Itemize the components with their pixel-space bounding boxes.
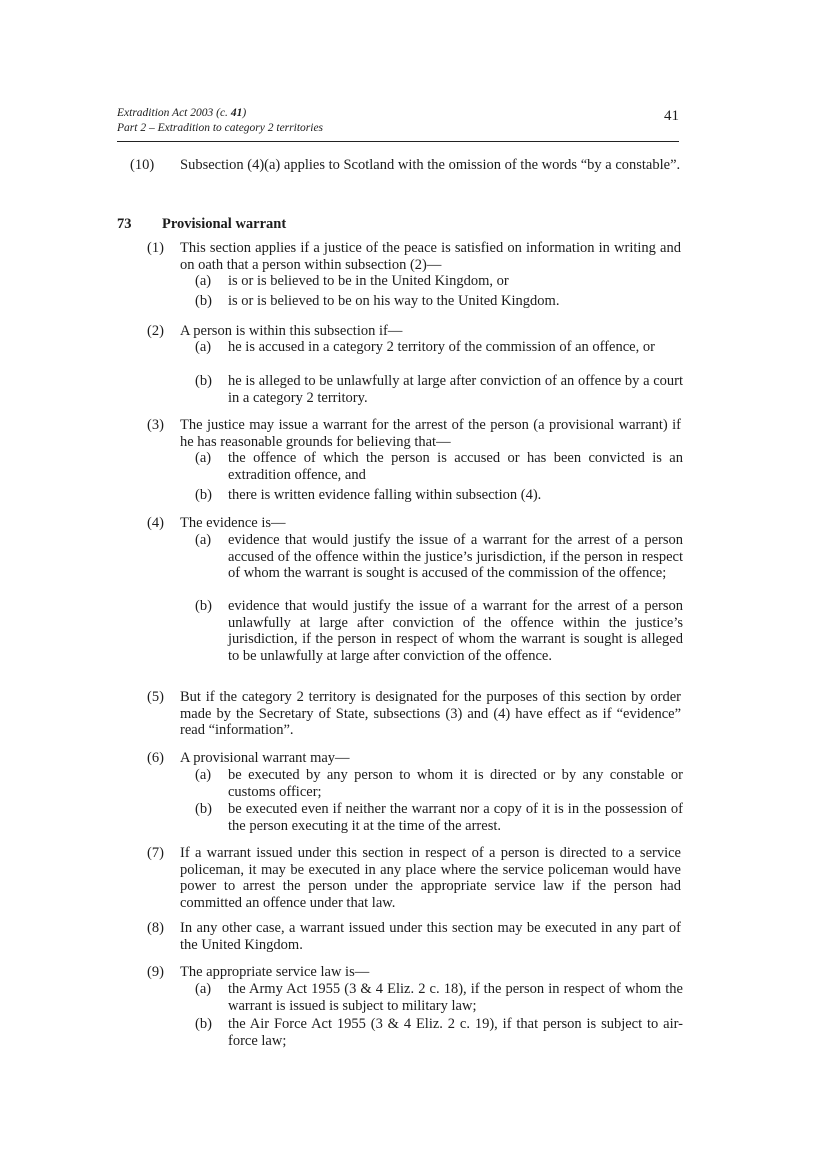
page-number: 41 — [664, 108, 679, 124]
paragraph-text: evidence that would justify the issue of a warrant for the arrest of a person accused of the offence within the justice’s jurisdiction, if the person in respect of whom the warrant is sought is accused of the commission of the offence; — [228, 532, 683, 581]
paragraph-text: the offence of which the person is accused or has been convicted is an extradition offence, and — [228, 450, 683, 483]
paragraph-number: (b) — [195, 373, 212, 389]
subsection-text: The appropriate service law is— — [180, 964, 370, 980]
paragraph-number: (a) — [195, 767, 212, 783]
subsection-text: Subsection (4)(a) applies to Scotland with the omission of the words “by a constable”. — [180, 157, 681, 173]
subsection-text: But if the category 2 territory is designated for the purposes of this section by order made by the Secretary of State, subsections (3) and (4) have effect as if “evidence” read “information”. — [180, 689, 681, 738]
paragraph-text: he is alleged to be unlawfully at large after conviction of an offence by a court in a category 2 territory. — [228, 373, 683, 406]
paragraph-number: (b) — [195, 1016, 212, 1032]
paragraph-number: (a) — [195, 532, 212, 548]
subsection-text: A provisional warrant may— — [180, 750, 350, 766]
paragraph-text: the Army Act 1955 (3 & 4 Eliz. 2 c. 18), if the person in respect of whom the warrant is issued is subject to military law; — [228, 981, 683, 1014]
subsection-text: The evidence is— — [180, 515, 286, 531]
paragraph-number: (a) — [195, 273, 212, 289]
subsection-number: (1) — [147, 240, 164, 256]
paragraph-number: (b) — [195, 293, 212, 309]
paragraph-text: be executed even if neither the warrant nor a copy of it is in the possession of the person executing it at the time of the arrest. — [228, 801, 683, 834]
paragraph-text: there is written evidence falling within subsection (4). — [228, 487, 542, 503]
act-title: Extradition Act 2003 (c. 41) — [117, 107, 247, 119]
paragraph-text: evidence that would justify the issue of a warrant for the arrest of a person unlawfully at large after conviction of the offence within the justice’s jurisdiction, if the person in respect of whom the warrant is sought is alleged to be unlawfully at large after conviction of the offence. — [228, 598, 683, 664]
paragraph-number: (a) — [195, 339, 212, 355]
paragraph-text: be executed by any person to whom it is directed or by any constable or customs officer; — [228, 767, 683, 800]
section-heading — [117, 216, 677, 233]
paragraph-text: the Air Force Act 1955 (3 & 4 Eliz. 2 c. 19), if that person is subject to air-force law; — [228, 1016, 683, 1049]
section-title: Provisional warrant — [162, 216, 287, 232]
subsection-text: The justice may issue a warrant for the arrest of the person (a provisional warrant) if he has reasonable grounds for believing that— — [180, 417, 681, 450]
paragraph-text: is or is believed to be in the United Kingdom, or — [228, 273, 509, 289]
subsection-number: (5) — [147, 689, 164, 705]
subsection-number: (9) — [147, 964, 164, 980]
subsection-number: (6) — [147, 750, 164, 766]
subsection-number: (4) — [147, 515, 164, 531]
paragraph-number: (a) — [195, 981, 212, 997]
running-header — [117, 106, 679, 136]
subsection-number: (8) — [147, 920, 164, 936]
subsection-number: (2) — [147, 323, 164, 339]
subsection-text: A person is within this subsection if— — [180, 323, 403, 339]
paragraph-number: (b) — [195, 801, 212, 817]
paragraph-number: (a) — [195, 450, 212, 466]
subsection-text: In any other case, a warrant issued under this section may be executed in any part of the United Kingdom. — [180, 920, 681, 953]
paragraph-number: (b) — [195, 487, 212, 503]
paragraph-text: he is accused in a category 2 territory of the commission of an offence, or — [228, 339, 655, 355]
subsection-text: If a warrant issued under this section in respect of a person is directed to a service policeman, it may be executed in any place where the service policeman would have power to arrest the person under the appropriate service law if the person had committed an offence under that law. — [180, 845, 681, 911]
header-rule — [117, 141, 679, 142]
section-number: 73 — [117, 216, 132, 232]
part-title: Part 2 – Extradition to category 2 territories — [117, 122, 324, 134]
subsection-number: (10) — [130, 157, 155, 173]
subsection-number: (3) — [147, 417, 164, 433]
subsection-text: This section applies if a justice of the peace is satisfied on information in writing and on oath that a person within subsection (2)— — [180, 240, 681, 273]
paragraph-number: (b) — [195, 598, 212, 614]
subsection-number: (7) — [147, 845, 164, 861]
paragraph-text: is or is believed to be on his way to the United Kingdom. — [228, 293, 560, 309]
